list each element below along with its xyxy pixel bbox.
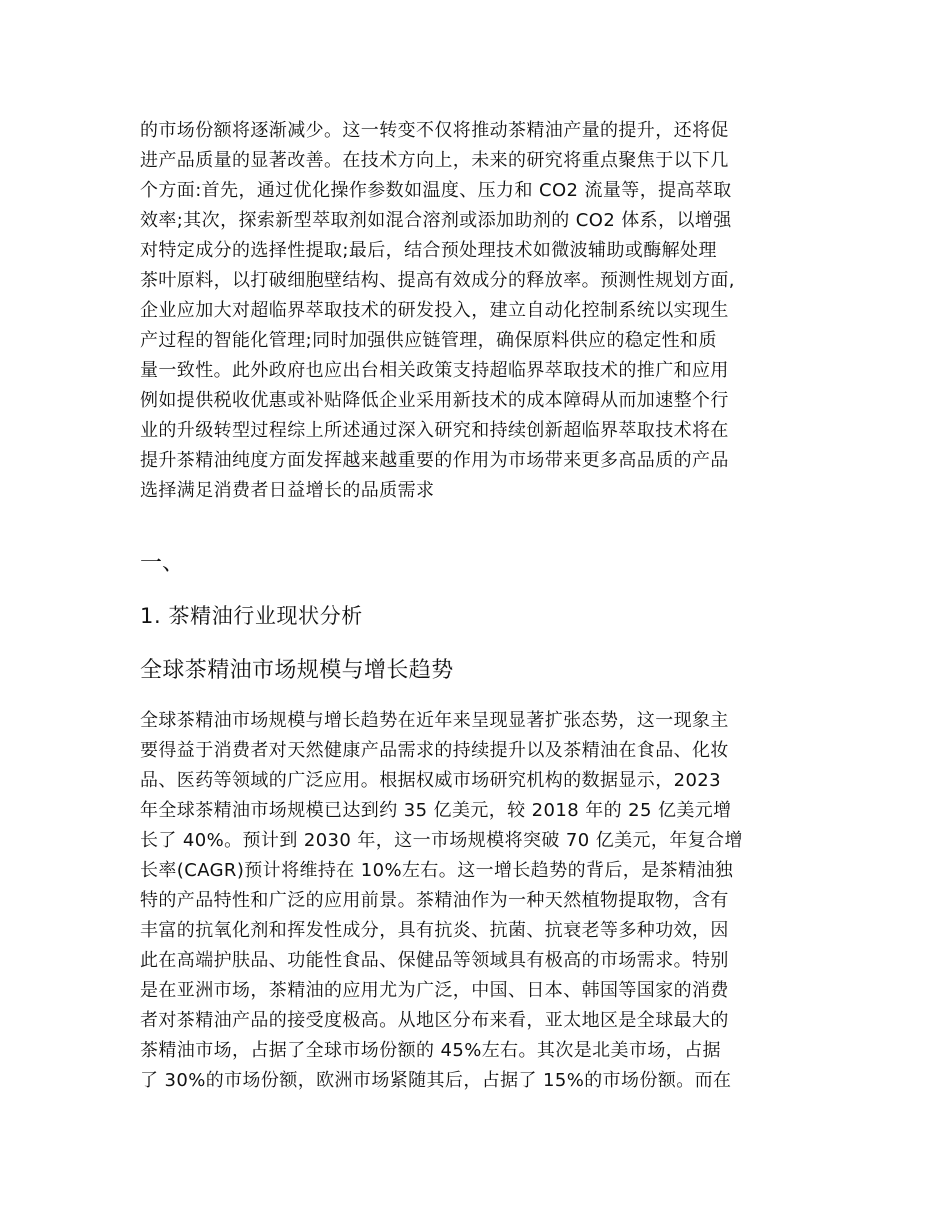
text-line: 全球茶精油市场规模与增长趋势在近年来呈现显著扩张态势，这一现象主 — [140, 710, 729, 731]
text-line: 了 30%的市场份额，欧洲市场紧随其后，占据了 15%的市场份额。而在 — [140, 1070, 732, 1091]
text-line: 长了 40%。预计到 2030 年，这一市场规模将突破 70 亿美元，年复合增 — [140, 830, 743, 851]
text-line: 例如提供税收优惠或补贴降低企业采用新技术的成本障碍从而加速整个行 — [140, 390, 729, 411]
text-line: 特的产品特性和广泛的应用前景。茶精油作为一种天然植物提取物，含有 — [140, 890, 729, 911]
text-line: 长率(CAGR)预计将维持在 10%左右。这一增长趋势的背后，是茶精油独 — [140, 860, 734, 881]
text-line: 进产品质量的显著改善。在技术方向上，未来的研究将重点聚焦于以下几 — [140, 150, 729, 171]
text-line: 产过程的智能化管理;同时加强供应链管理，确保原料供应的稳定性和质 — [140, 330, 717, 351]
text-line: 丰富的抗氧化剂和挥发性成分，具有抗炎、抗菌、抗衰老等多种功效，因 — [140, 920, 729, 941]
text-line: 者对茶精油产品的接受度极高。从地区分布来看，亚太地区是全球最大的 — [140, 1010, 729, 1031]
text-line: 量一致性。此外政府也应出台相关政策支持超临界萃取技术的推广和应用 — [140, 360, 729, 381]
section-heading: 1. 茶精油行业现状分析 — [140, 604, 363, 628]
text-line: 要得益于消费者对天然健康产品需求的持续提升以及茶精油在食品、化妆 — [140, 740, 729, 761]
subsection-heading: 全球茶精油市场规模与增长趋势 — [140, 658, 454, 683]
text-line: 个方面:首先，通过优化操作参数如温度、压力和 CO2 流量等，提高萃取 — [140, 180, 732, 201]
text-line: 茶精油市场，占据了全球市场份额的 45%左右。其次是北美市场，占据 — [140, 1040, 721, 1061]
text-line: 此在高端护肤品、功能性食品、保健品等领域具有极高的市场需求。特别 — [140, 950, 729, 971]
text-line: 的市场份额将逐渐减少。这一转变不仅将推动茶精油产量的提升，还将促 — [140, 120, 729, 141]
body-paragraph-1 — [140, 116, 820, 506]
text-line: 选择满足消费者日益增长的品质需求 — [140, 480, 435, 501]
text-line: 年全球茶精油市场规模已达到约 35 亿美元，较 2018 年的 25 亿美元增 — [140, 800, 732, 821]
text-line: 提升茶精油纯度方面发挥越来越重要的作用为市场带来更多高品质的产品 — [140, 450, 729, 471]
body-paragraph-2 — [140, 706, 820, 1096]
text-line: 效率;其次，探索新型萃取剂如混合溶剂或添加助剂的 CO2 体系，以增强 — [140, 210, 732, 231]
chapter-heading: 一、 — [140, 551, 185, 576]
text-line: 业的升级转型过程综上所述通过深入研究和持续创新超临界萃取技术将在 — [140, 420, 729, 441]
text-line: 是在亚洲市场，茶精油的应用尤为广泛，中国、日本、韩国等国家的消费 — [140, 980, 729, 1001]
text-line: 企业应加大对超临界萃取技术的研发投入，建立自动化控制系统以实现生 — [140, 300, 729, 321]
text-line: 品、医药等领域的广泛应用。根据权威市场研究机构的数据显示，2023 — [140, 770, 722, 791]
text-line: 茶叶原料，以打破细胞壁结构、提高有效成分的释放率。预测性规划方面, — [140, 270, 735, 291]
text-line: 对特定成分的选择性提取;最后，结合预处理技术如微波辅助或酶解处理 — [140, 240, 717, 261]
